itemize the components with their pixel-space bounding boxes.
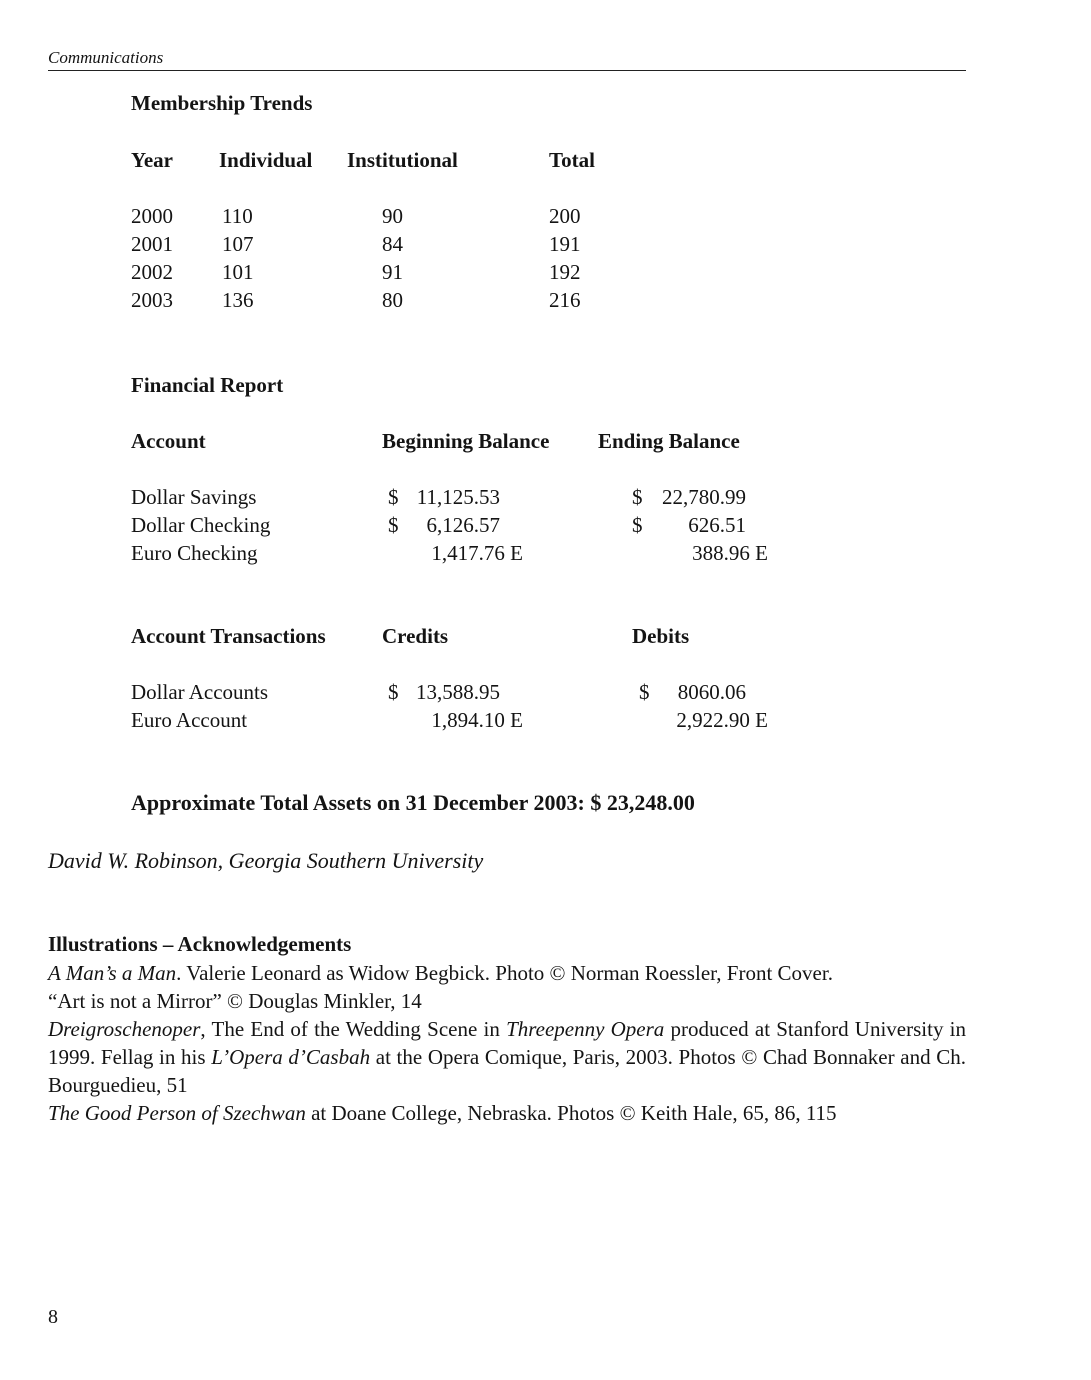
beginning-balance: 11,125.53: [416, 485, 500, 509]
credit-text: . Valerie Leonard as Widow Begbick. Photo © Norman Roessler, Front Cover.: [176, 961, 833, 985]
credit-text: , The End of the Wedding Scene in: [200, 1017, 507, 1041]
membership-title: Membership Trends: [131, 91, 313, 115]
header-rule: [48, 70, 966, 71]
work-title: A Man’s a Man: [48, 961, 177, 985]
acknowledgement-entry: [48, 987, 966, 1015]
acknowledgements-body: [48, 959, 966, 1127]
currency-symbol: $: [388, 513, 399, 537]
work-title: Threepenny Opera: [506, 1017, 665, 1041]
account-name: Dollar Checking: [131, 513, 271, 537]
col-debits: Debits: [632, 624, 690, 648]
institutional-cell: 90: [382, 204, 403, 228]
acknowledgement-entry: [48, 1015, 966, 1099]
individual-cell: 136: [222, 288, 254, 312]
page-number: 8: [48, 1306, 58, 1328]
col-beginning-balance: Beginning Balance: [382, 429, 550, 453]
institutional-cell: 91: [382, 260, 403, 284]
col-credits: Credits: [382, 624, 449, 648]
col-ending-balance: Ending Balance: [598, 429, 740, 453]
total-cell: 192: [549, 260, 581, 284]
currency-symbol: $: [388, 485, 399, 509]
credit-text: at the Opera Comique, Paris, 2003. Photos © Chad Bonnaker and Ch. Bourguedieu, 51: [48, 1045, 966, 1097]
year-cell: 2000: [131, 204, 173, 228]
total-cell: 216: [549, 288, 581, 312]
work-title: L’Opera d’Casbah: [211, 1045, 371, 1069]
debits-value: 2,922.90 E: [676, 708, 768, 732]
work-title: Dreigroschenoper: [48, 1017, 201, 1041]
credits-value: 13,588.95: [416, 680, 500, 704]
total-assets: Approximate Total Assets on 31 December 2003: $ 23,248.00: [131, 790, 695, 815]
running-header: Communications: [48, 48, 164, 67]
year-cell: 2002: [131, 260, 173, 284]
debits-value: 8060.06: [677, 680, 746, 704]
acknowledgement-entry: [48, 959, 966, 987]
acknowledgements-title: Illustrations – Acknowledgements: [48, 932, 352, 956]
col-account-transactions: Account Transactions: [131, 624, 326, 648]
beginning-balance: 6,126.57: [426, 513, 500, 537]
ending-balance: 22,780.99: [662, 485, 746, 509]
ending-balance: 626.51: [688, 513, 746, 537]
individual-cell: 110: [222, 204, 253, 228]
col-institutional: Institutional: [347, 148, 458, 172]
col-year: Year: [131, 148, 173, 172]
institutional-cell: 80: [382, 288, 403, 312]
year-cell: 2003: [131, 288, 173, 312]
currency-symbol: $: [639, 680, 650, 704]
ending-balance: 388.96 E: [692, 541, 768, 565]
currency-symbol: $: [388, 680, 399, 704]
col-individual: Individual: [219, 148, 313, 172]
acknowledgement-entry: [48, 1099, 966, 1127]
account-name: Dollar Savings: [131, 485, 257, 509]
account-name: Euro Account: [131, 708, 248, 732]
total-cell: 200: [549, 204, 581, 228]
account-name: Dollar Accounts: [131, 680, 269, 704]
total-cell: 191: [549, 232, 581, 256]
currency-symbol: $: [632, 485, 643, 509]
year-cell: 2001: [131, 232, 173, 256]
institutional-cell: 84: [382, 232, 403, 256]
credit-text: “Art is not a Mirror” © Douglas Minkler, 14: [48, 989, 422, 1013]
individual-cell: 101: [222, 260, 254, 284]
financial-title: Financial Report: [131, 373, 284, 397]
author-signature: David W. Robinson, Georgia Southern University: [48, 848, 484, 873]
beginning-balance: 1,417.76 E: [431, 541, 523, 565]
currency-symbol: $: [632, 513, 643, 537]
individual-cell: 107: [222, 232, 254, 256]
credit-text: produced at Stanford University in 1999. Fellag in his: [48, 1017, 966, 1069]
col-total: Total: [549, 148, 595, 172]
credits-value: 1,894.10 E: [431, 708, 523, 732]
credit-text: at Doane College, Nebraska. Photos © Keith Hale, 65, 86, 115: [305, 1101, 837, 1125]
work-title: The Good Person of Szechwan: [48, 1101, 306, 1125]
col-account: Account: [131, 429, 206, 453]
account-name: Euro Checking: [131, 541, 258, 565]
